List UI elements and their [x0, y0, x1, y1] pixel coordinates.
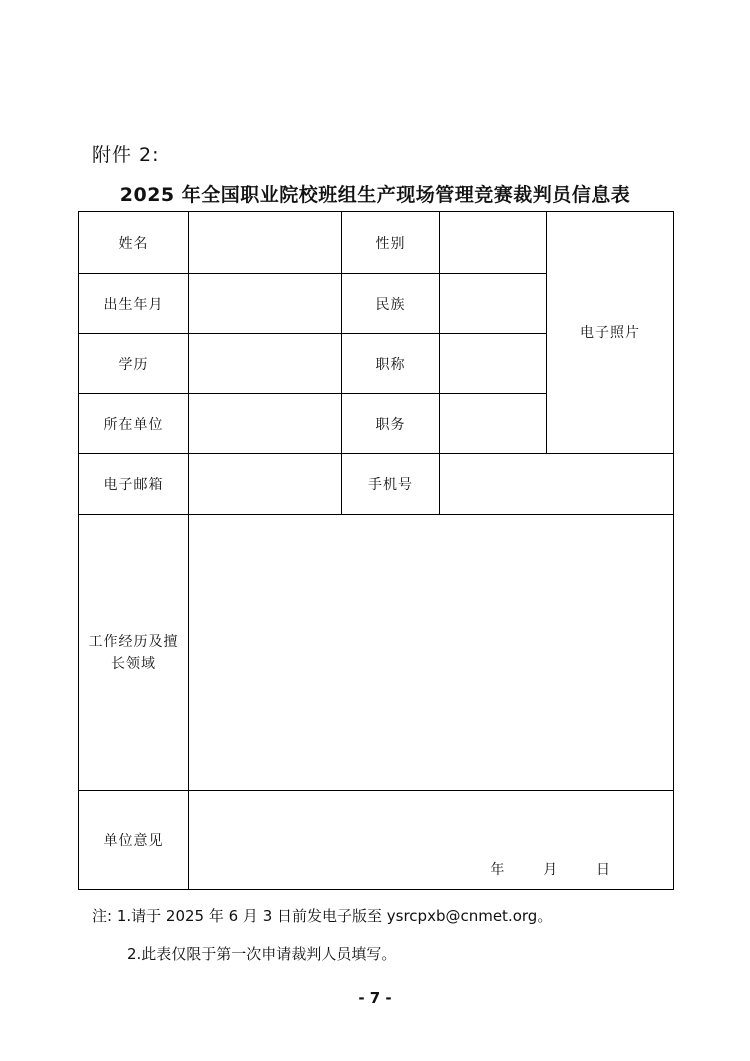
date-line: 年 月 日: [490, 862, 611, 878]
name-label: 姓名: [79, 212, 189, 274]
position-field[interactable]: [440, 394, 547, 454]
education-field[interactable]: [189, 334, 342, 394]
phone-label: 手机号: [342, 454, 440, 515]
experience-label-line1: 工作经历及擅: [88, 633, 179, 650]
position-label: 职务: [342, 394, 440, 454]
birth-field[interactable]: [189, 274, 342, 334]
page-title: 2025 年全国职业院校班组生产现场管理竞赛裁判员信息表: [119, 184, 631, 206]
experience-field[interactable]: [189, 515, 674, 791]
gender-label: 性别: [342, 212, 440, 274]
referee-info-form: [78, 211, 674, 890]
email-field[interactable]: [189, 454, 342, 515]
ethnicity-field[interactable]: [440, 274, 547, 334]
title-label: 职称: [342, 334, 440, 394]
page-number: - 7 -: [358, 989, 392, 1007]
employer-field[interactable]: [189, 394, 342, 454]
attachment-label: 附件 2:: [92, 144, 160, 166]
note-2: 2.此表仅限于第一次申请裁判人员填写。: [127, 945, 397, 963]
gender-field[interactable]: [440, 212, 547, 274]
employer-label: 所在单位: [79, 394, 189, 454]
opinion-field[interactable]: [189, 791, 674, 890]
opinion-label: 单位意见: [79, 791, 189, 890]
email-label: 电子邮箱: [79, 454, 189, 515]
experience-label: [79, 515, 189, 791]
name-field[interactable]: [189, 212, 342, 274]
title-field[interactable]: [440, 334, 547, 394]
note-1: 注: 1.请于 2025 年 6 月 3 日前发电子版至 ysrcpxb@cnmet.org。: [92, 907, 553, 925]
experience-label-line2: 长领域: [111, 655, 156, 672]
ethnicity-label: 民族: [342, 274, 440, 334]
phone-field[interactable]: [440, 454, 674, 515]
birth-label: 出生年月: [79, 274, 189, 334]
photo-cell[interactable]: 电子照片: [547, 212, 674, 454]
education-label: 学历: [79, 334, 189, 394]
